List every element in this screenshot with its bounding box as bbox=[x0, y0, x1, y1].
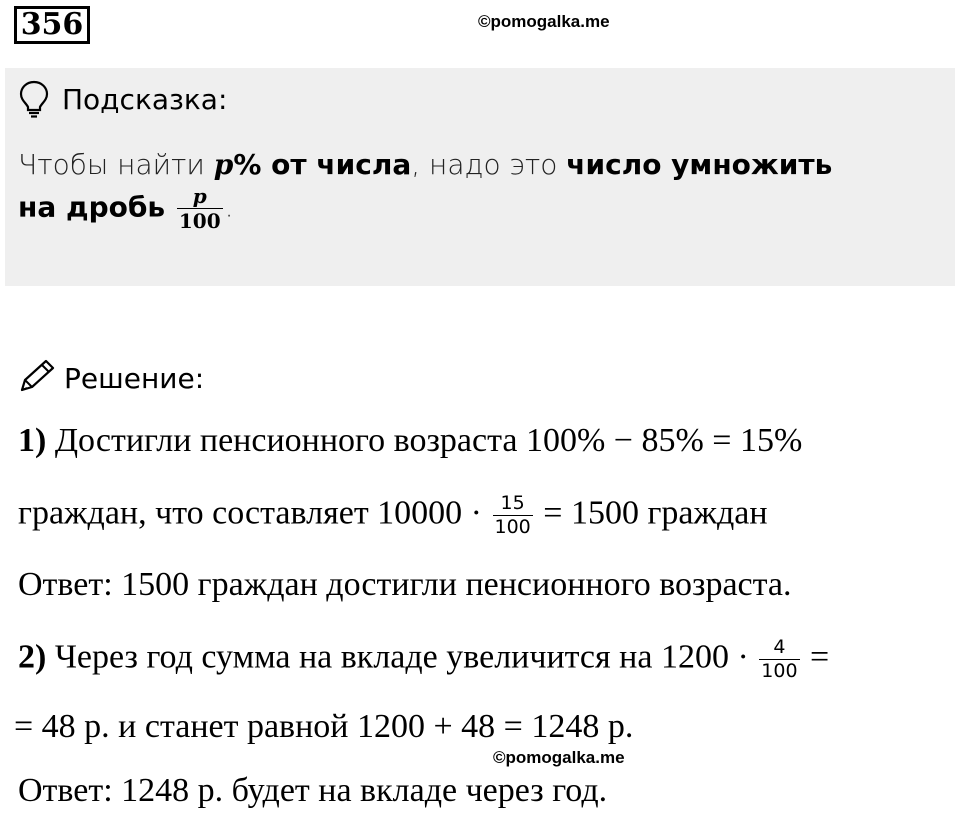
hint-period: . bbox=[224, 190, 234, 224]
solution-line-2 bbox=[18, 494, 768, 537]
watermark-top: ©pomogalka.me bbox=[478, 12, 610, 31]
fraction-numerator: p bbox=[177, 186, 223, 209]
fraction-denominator: 100 bbox=[178, 209, 221, 233]
solution-text: = 48 р. и станет равной 1200 + 48 = 1248 р. bbox=[14, 708, 634, 745]
fraction-numerator: 4 bbox=[759, 638, 799, 660]
solution-line-3 bbox=[18, 566, 792, 604]
solution-text: Через год сумма на вкладе увеличится на 1200 · bbox=[46, 638, 758, 676]
solution-text: граждан, что составляет 10000 · bbox=[18, 494, 491, 532]
step-number: 1) bbox=[18, 422, 47, 459]
fraction-denominator: 100 bbox=[494, 516, 531, 538]
solution-text: Достигли пенсионного возраста 100% − 85% = 15% bbox=[46, 422, 803, 459]
hint-text-line-1 bbox=[18, 148, 832, 181]
solution-line-1 bbox=[18, 422, 802, 460]
lightbulb-icon bbox=[18, 80, 50, 118]
hint-title: Подсказка: bbox=[62, 83, 228, 116]
hint-text-segment: , надо это bbox=[411, 148, 567, 181]
hint-text-line-2 bbox=[18, 186, 234, 231]
hint-text-segment: Чтобы найти bbox=[18, 148, 214, 181]
fraction-15-100 bbox=[493, 494, 533, 537]
hint-p-variable: p bbox=[213, 148, 234, 181]
solution-line-5 bbox=[14, 708, 633, 746]
hint-text-bold: число умножить bbox=[566, 148, 833, 181]
hint-text-bold: на дробь bbox=[18, 190, 175, 224]
solution-line-6 bbox=[18, 772, 607, 810]
pencil-icon bbox=[18, 358, 58, 394]
solution-text: = 1500 граждан bbox=[534, 494, 768, 532]
fraction-denominator: 100 bbox=[761, 660, 798, 682]
fraction-4-100 bbox=[759, 638, 799, 681]
watermark-bottom: ©pomogalka.me bbox=[493, 748, 625, 767]
task-number-box bbox=[14, 6, 90, 44]
fraction-numerator: 15 bbox=[493, 494, 533, 516]
solution-title: Решение: bbox=[64, 362, 205, 395]
answer-text: Ответ: 1500 граждан достигли пенсионного возраста. bbox=[18, 566, 792, 603]
hint-text-bold: % от числа bbox=[233, 148, 412, 181]
solution-line-4 bbox=[18, 638, 829, 681]
task-number: 356 bbox=[20, 7, 84, 42]
solution-text: = bbox=[801, 638, 830, 676]
step-number: 2) bbox=[18, 638, 47, 676]
hint-fraction bbox=[177, 186, 223, 231]
answer-text: Ответ: 1248 р. будет на вкладе через год. bbox=[18, 772, 608, 809]
